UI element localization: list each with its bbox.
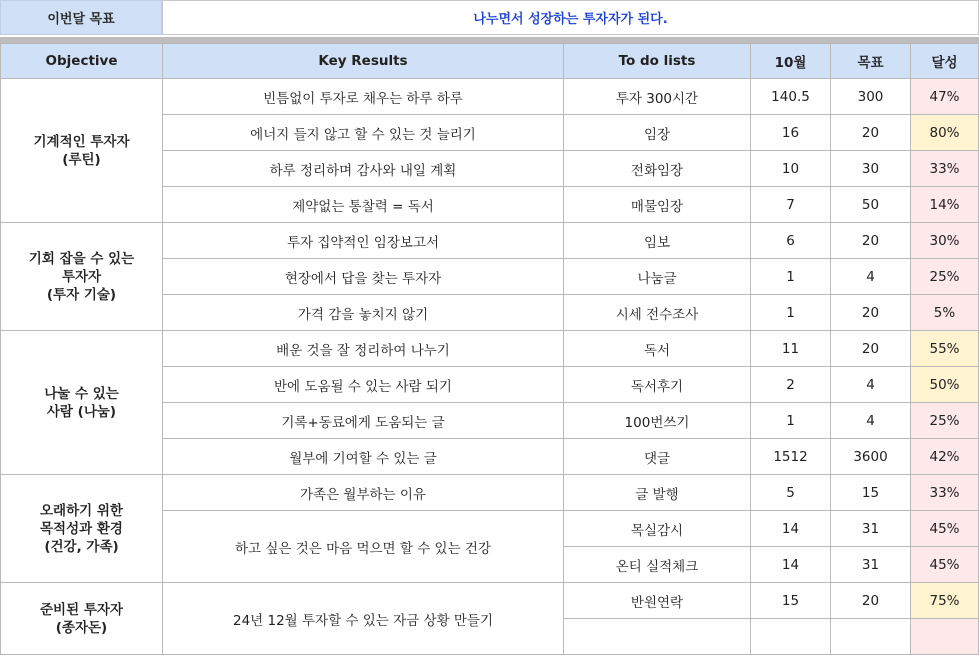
key-result-cell: 현장에서 답을 찾는 투자자 xyxy=(163,259,564,295)
objective-cell xyxy=(1,475,163,583)
objective-cell xyxy=(1,583,163,655)
todo-cell: 글 발행 xyxy=(564,475,751,511)
todo-cell: 시세 전수조사 xyxy=(564,295,751,331)
key-result-cell: 제약없는 통찰력 = 독서 xyxy=(163,187,564,223)
todo-cell: 목실감시 xyxy=(564,511,751,547)
todo-cell: 댓글 xyxy=(564,439,751,475)
achieve-cell: 45% xyxy=(911,511,979,547)
target-cell: 20 xyxy=(831,583,911,619)
table-row xyxy=(1,331,979,367)
objective-cell xyxy=(1,79,163,223)
header-objective: Objective xyxy=(1,44,163,79)
month-cell: 14 xyxy=(751,511,831,547)
key-result-cell: 에너지 들지 않고 할 수 있는 것 늘리기 xyxy=(163,115,564,151)
month-cell: 1 xyxy=(751,295,831,331)
month-cell: 1 xyxy=(751,259,831,295)
objective-line: (투자 기술) xyxy=(46,286,117,303)
key-result-cell: 가족은 월부하는 이유 xyxy=(163,475,564,511)
month-cell: 140.5 xyxy=(751,79,831,115)
table-header-row xyxy=(1,44,979,79)
key-result-cell: 배운 것을 잘 정리하여 나누기 xyxy=(163,331,564,367)
key-result-cell: 하루 정리하며 감사와 내일 계획 xyxy=(163,151,564,187)
table-row xyxy=(1,475,979,511)
month-cell: 14 xyxy=(751,547,831,583)
objective-line: 투자자 xyxy=(61,268,102,285)
header-todo: To do lists xyxy=(564,44,751,79)
achieve-cell: 25% xyxy=(911,403,979,439)
todo-cell: 임장 xyxy=(564,115,751,151)
achieve-cell: 80% xyxy=(911,115,979,151)
objective-line: 준비된 투자자 xyxy=(40,601,123,618)
month-cell: 1512 xyxy=(751,439,831,475)
table-row xyxy=(1,79,979,115)
todo-cell: 나눔글 xyxy=(564,259,751,295)
target-cell: 20 xyxy=(831,295,911,331)
objective-line: 오래하기 위한 xyxy=(40,502,123,519)
monthly-goal-label: 이번달 목표 xyxy=(0,0,162,35)
target-cell: 31 xyxy=(831,547,911,583)
target-cell: 30 xyxy=(831,151,911,187)
header-key-results: Key Results xyxy=(163,44,564,79)
month-cell: 6 xyxy=(751,223,831,259)
target-cell xyxy=(831,619,911,655)
todo-cell: 반원연락 xyxy=(564,583,751,619)
table-row xyxy=(1,583,979,619)
key-result-cell: 하고 싶은 것은 마음 먹으면 할 수 있는 건강 xyxy=(163,511,564,583)
target-cell: 31 xyxy=(831,511,911,547)
monthly-goal-bar xyxy=(0,0,979,37)
header-achieve: 달성 xyxy=(911,44,979,79)
achieve-cell: 42% xyxy=(911,439,979,475)
target-cell: 4 xyxy=(831,403,911,439)
achieve-cell: 30% xyxy=(911,223,979,259)
key-result-cell: 빈틈없이 투자로 채우는 하루 하루 xyxy=(163,79,564,115)
key-result-cell: 투자 집약적인 임장보고서 xyxy=(163,223,564,259)
objective-line: 사람 (나눔) xyxy=(46,403,117,420)
objective-cell xyxy=(1,331,163,475)
target-cell: 20 xyxy=(831,115,911,151)
achieve-cell: 45% xyxy=(911,547,979,583)
objective-line: 기계적인 투자자 xyxy=(33,133,130,150)
key-result-cell: 반에 도움될 수 있는 사람 되기 xyxy=(163,367,564,403)
achieve-cell: 50% xyxy=(911,367,979,403)
achieve-cell: 14% xyxy=(911,187,979,223)
achieve-cell: 25% xyxy=(911,259,979,295)
todo-cell: 임보 xyxy=(564,223,751,259)
month-cell: 11 xyxy=(751,331,831,367)
todo-cell: 투자 300시간 xyxy=(564,79,751,115)
achieve-cell: 33% xyxy=(911,475,979,511)
month-cell: 10 xyxy=(751,151,831,187)
todo-cell: 전화임장 xyxy=(564,151,751,187)
todo-cell: 독서 xyxy=(564,331,751,367)
month-cell: 16 xyxy=(751,115,831,151)
achieve-cell: 75% xyxy=(911,583,979,619)
target-cell: 300 xyxy=(831,79,911,115)
target-cell: 20 xyxy=(831,223,911,259)
month-cell: 5 xyxy=(751,475,831,511)
objective-line: (종자돈) xyxy=(55,619,108,636)
achieve-cell xyxy=(911,619,979,655)
target-cell: 4 xyxy=(831,259,911,295)
objective-line: 목적성과 환경 xyxy=(40,520,123,537)
month-cell xyxy=(751,619,831,655)
todo-cell xyxy=(564,619,751,655)
month-cell: 2 xyxy=(751,367,831,403)
header-month: 10월 xyxy=(751,44,831,79)
key-result-cell: 월부에 기여할 수 있는 글 xyxy=(163,439,564,475)
target-cell: 15 xyxy=(831,475,911,511)
achieve-cell: 33% xyxy=(911,151,979,187)
monthly-goal-text: 나누면서 성장하는 투자자가 된다. xyxy=(162,0,979,35)
objective-line: (건강, 가족) xyxy=(44,538,119,555)
objective-cell xyxy=(1,223,163,331)
objective-line: 기회 잡을 수 있는 xyxy=(28,250,135,267)
todo-cell: 매물임장 xyxy=(564,187,751,223)
objective-line: (루틴) xyxy=(62,151,101,168)
achieve-cell: 47% xyxy=(911,79,979,115)
header-target: 목표 xyxy=(831,44,911,79)
target-cell: 20 xyxy=(831,331,911,367)
table-row xyxy=(1,223,979,259)
objective-line: 나눌 수 있는 xyxy=(44,385,119,402)
todo-cell: 온티 실적체크 xyxy=(564,547,751,583)
key-result-cell: 24년 12월 투자할 수 있는 자금 상황 만들기 xyxy=(163,583,564,655)
month-cell: 7 xyxy=(751,187,831,223)
okr-table xyxy=(0,43,979,655)
todo-cell: 100번쓰기 xyxy=(564,403,751,439)
key-result-cell: 가격 감을 놓치지 않기 xyxy=(163,295,564,331)
achieve-cell: 55% xyxy=(911,331,979,367)
month-cell: 1 xyxy=(751,403,831,439)
target-cell: 3600 xyxy=(831,439,911,475)
todo-cell: 독서후기 xyxy=(564,367,751,403)
month-cell: 15 xyxy=(751,583,831,619)
target-cell: 50 xyxy=(831,187,911,223)
target-cell: 4 xyxy=(831,367,911,403)
key-result-cell: 기록+동료에게 도움되는 글 xyxy=(163,403,564,439)
achieve-cell: 5% xyxy=(911,295,979,331)
